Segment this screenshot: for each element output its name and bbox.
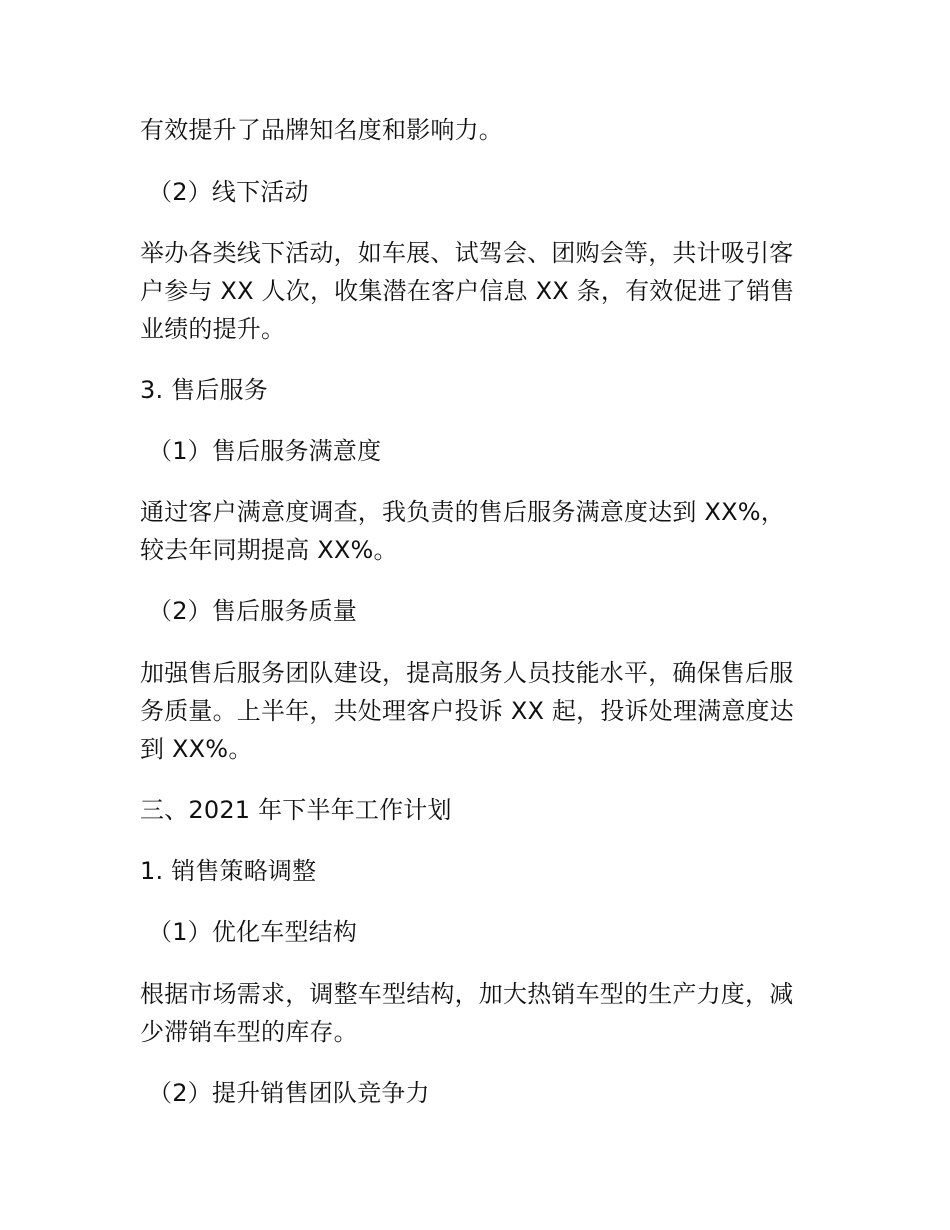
paragraph-line: 根据市场需求，调整车型结构，加大热销车型的生产力度，减 bbox=[140, 980, 794, 1008]
paragraph-line: 举办各类线下活动，如车展、试驾会、团购会等，共计吸引客 bbox=[140, 239, 794, 267]
subsection-heading: （1）优化车型结构 bbox=[148, 918, 358, 946]
paragraph-line: 较去年同期提高 XX%。 bbox=[140, 536, 398, 564]
subsection-heading: （2）线下活动 bbox=[148, 178, 309, 206]
paragraph-line: 户参与 XX 人次，收集潜在客户信息 XX 条，有效促进了销售 bbox=[140, 277, 795, 305]
paragraph-line: 少滞销车型的库存。 bbox=[140, 1018, 358, 1046]
paragraph-line: 加强售后服务团队建设，提高服务人员技能水平，确保售后服 bbox=[140, 659, 794, 687]
paragraph-line: 通过客户满意度调查，我负责的售后服务满意度达到 XX%， bbox=[140, 498, 785, 526]
section-heading: 1. 销售策略调整 bbox=[140, 857, 317, 885]
paragraph-line: 务质量。上半年，共处理客户投诉 XX 起，投诉处理满意度达 bbox=[140, 697, 794, 725]
chapter-heading: 三、2021 年下半年工作计划 bbox=[140, 796, 452, 824]
subsection-heading: （1）售后服务满意度 bbox=[148, 437, 382, 465]
paragraph-line: 业绩的提升。 bbox=[140, 315, 286, 343]
paragraph-line: 有效提升了品牌知名度和影响力。 bbox=[140, 116, 503, 144]
subsection-heading: （2）提升销售团队竞争力 bbox=[148, 1079, 430, 1107]
paragraph-line: 到 XX%。 bbox=[140, 735, 253, 763]
subsection-heading: （2）售后服务质量 bbox=[148, 597, 358, 625]
section-heading: 3. 售后服务 bbox=[140, 376, 268, 404]
